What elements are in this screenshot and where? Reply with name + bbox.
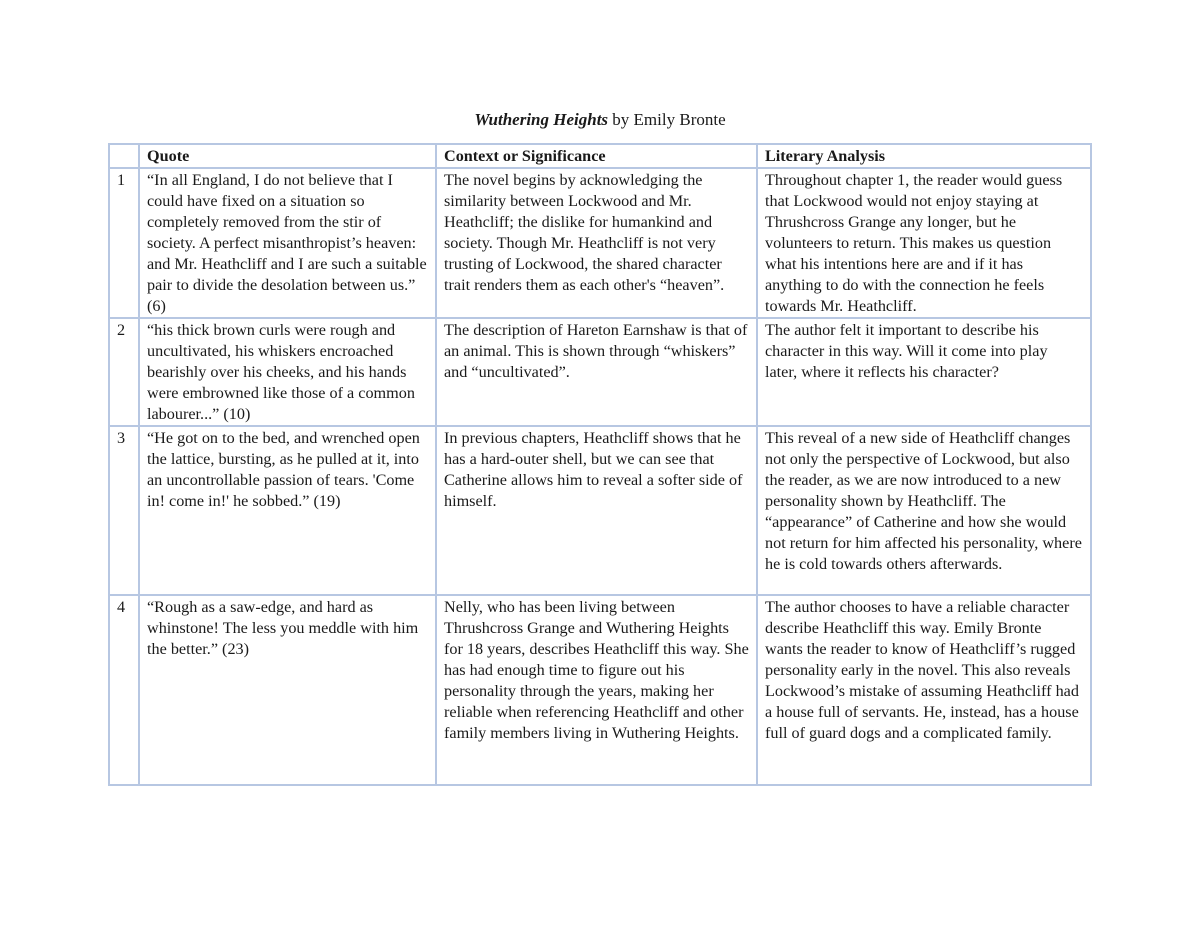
row-number: 3	[109, 426, 139, 595]
context-cell: In previous chapters, Heathcliff shows that he has a hard-outer shell, but we can see that Catherine allows him to reveal a softer side of himself.	[436, 426, 757, 595]
analysis-cell: The author felt it important to describe his character in this way. Will it come into play later, where it reflects his character?	[757, 318, 1091, 426]
context-cell: Nelly, who has been living between Thrushcross Grange and Wuthering Heights for 18 years, describes Heathcliff this way. She has had enough time to figure out his personality through the years, making her reliable when referencing Heathcliff and other family members living in Wuthering Heights.	[436, 595, 757, 785]
table-row	[109, 595, 1091, 785]
analysis-cell: Throughout chapter 1, the reader would guess that Lockwood would not enjoy staying at Thrushcross Grange any longer, but he volunteers to return. This makes us question what his intentions here are and if it has anything to do with the connection he feels towards Mr. Heathcliff.	[757, 168, 1091, 318]
analysis-cell: This reveal of a new side of Heathcliff changes not only the perspective of Lockwood, but also the reader, as we are now introduced to a new personality shown by Heathcliff. The “appearance” of Catherine and how she would not return for him affected his personality, where he is cold towards others afterwards.	[757, 426, 1091, 595]
literary-analysis-table	[108, 143, 1092, 786]
document-title	[0, 109, 1200, 131]
header-context: Context or Significance	[436, 144, 757, 168]
table-row	[109, 318, 1091, 426]
table-row	[109, 168, 1091, 318]
book-title: Wuthering Heights	[474, 110, 609, 129]
row-number: 1	[109, 168, 139, 318]
header-quote: Quote	[139, 144, 436, 168]
quote-cell: “his thick brown curls were rough and uncultivated, his whiskers encroached bearishly over his cheeks, and his hands were embrowned like those of a common labourer...” (10)	[139, 318, 436, 426]
header-analysis: Literary Analysis	[757, 144, 1091, 168]
table-row	[109, 426, 1091, 595]
table-header-row	[109, 144, 1091, 168]
header-number	[109, 144, 139, 168]
row-number: 2	[109, 318, 139, 426]
analysis-cell: The author chooses to have a reliable character describe Heathcliff this way. Emily Bronte wants the reader to know of Heathcliff’s rugged personality early in the novel. This also reveals Lockwood’s mistake of assuming Heathcliff had a house full of servants. He, instead, has a house full of guard dogs and a complicated family.	[757, 595, 1091, 785]
quote-cell: “Rough as a saw-edge, and hard as whinstone! The less you meddle with him the better.” (23)	[139, 595, 436, 785]
context-cell: The description of Hareton Earnshaw is that of an animal. This is shown through “whiskers” and “uncultivated”.	[436, 318, 757, 426]
quote-cell: “In all England, I do not believe that I could have fixed on a situation so completely removed from the stir of society. A perfect misanthropist’s heaven: and Mr. Heathcliff and I are such a suitable pair to divide the desolation between us.” (6)	[139, 168, 436, 318]
quote-cell: “He got on to the bed, and wrenched open the lattice, bursting, as he pulled at it, into an uncontrollable passion of tears. 'Come in! come in!' he sobbed.” (19)	[139, 426, 436, 595]
row-number: 4	[109, 595, 139, 785]
author-byline: by Emily Bronte	[608, 110, 726, 129]
context-cell: The novel begins by acknowledging the similarity between Lockwood and Mr. Heathcliff; the dislike for humankind and society. Though Mr. Heathcliff is not very trusting of Lockwood, the shared character trait renders them as each other's “heaven”.	[436, 168, 757, 318]
